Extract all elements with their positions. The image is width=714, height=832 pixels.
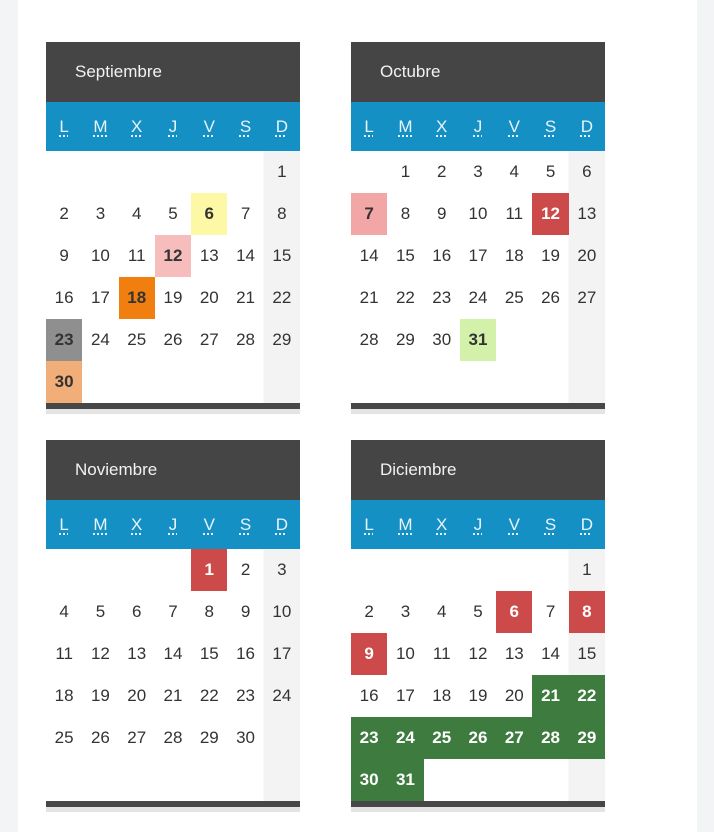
day-cell-8[interactable]: 8 [277, 204, 287, 223]
empty-cell [496, 549, 532, 591]
day-cell-7[interactable]: 7 [168, 602, 178, 621]
weekday-header-row [46, 102, 300, 151]
day-cell-4[interactable]: 4 [509, 162, 520, 181]
weekday-label: X [436, 514, 448, 534]
weekday-label: J [473, 514, 483, 534]
day-cell-2[interactable]: 2 [59, 204, 69, 223]
day-cell-24[interactable]: 24 [272, 686, 292, 705]
day-cell-11[interactable]: 11 [127, 246, 146, 265]
day-cell-8-highlighted[interactable]: 8 [569, 591, 605, 633]
empty-cell [46, 759, 82, 801]
month-title: Octubre [351, 42, 605, 102]
day-cell-18[interactable]: 18 [54, 686, 74, 705]
month-title: Septiembre [46, 42, 300, 102]
day-cell-27-highlighted[interactable]: 27 [496, 717, 532, 759]
weekday-label: L [59, 116, 69, 136]
weekday-label: S [239, 514, 252, 534]
empty-cell [82, 361, 118, 403]
day-cell-26[interactable]: 26 [541, 288, 561, 307]
weekday-label: M [93, 514, 108, 534]
day-cell-20[interactable]: 20 [504, 686, 524, 705]
day-cell-1[interactable]: 1 [400, 162, 411, 181]
empty-cell [496, 361, 532, 403]
empty-cell [155, 759, 191, 801]
day-cell-9[interactable]: 9 [59, 246, 69, 265]
weekday-label: J [168, 116, 178, 136]
weekday-label: L [364, 116, 374, 136]
calendar-footer-shadow [351, 409, 605, 414]
day-cell-1[interactable]: 1 [277, 162, 287, 181]
day-cell-29[interactable]: 29 [395, 330, 415, 349]
weekday-label: V [203, 514, 215, 534]
weekday-v [191, 500, 227, 549]
weekday-label: V [508, 514, 520, 534]
day-cell-19[interactable]: 19 [90, 686, 110, 705]
empty-cell [119, 151, 155, 193]
weekday-label: S [239, 116, 252, 136]
day-cell-31-highlighted[interactable]: 31 [460, 319, 496, 361]
weekday-label: M [398, 514, 413, 534]
day-cell-12-highlighted[interactable]: 12 [155, 235, 191, 277]
weekday-j [155, 500, 191, 549]
weekday-d [569, 102, 605, 151]
day-cell-22[interactable]: 22 [395, 288, 415, 307]
day-cell-13[interactable]: 13 [199, 246, 219, 265]
day-cell-2[interactable]: 2 [436, 162, 447, 181]
day-cell-7[interactable]: 7 [240, 204, 251, 223]
day-cell-20[interactable]: 20 [577, 246, 597, 265]
day-cell-23-highlighted[interactable]: 23 [351, 717, 387, 759]
day-cell-13[interactable]: 13 [127, 644, 147, 663]
day-cell-24[interactable]: 24 [468, 288, 488, 307]
day-cell-6[interactable]: 6 [582, 162, 592, 181]
empty-cell [460, 361, 496, 403]
month-title: Noviembre [46, 440, 300, 500]
day-cell-10[interactable]: 10 [395, 644, 415, 663]
day-cell-9-highlighted[interactable]: 9 [351, 633, 387, 675]
day-cell-19[interactable]: 19 [468, 686, 488, 705]
day-cell-10[interactable]: 10 [272, 602, 292, 621]
day-cell-11[interactable]: 11 [505, 204, 524, 223]
weekday-label: D [580, 116, 593, 136]
empty-cell [460, 549, 496, 591]
day-cell-17[interactable]: 17 [272, 644, 292, 663]
day-cell-23-highlighted[interactable]: 23 [46, 319, 82, 361]
month-title: Diciembre [351, 440, 605, 500]
day-cell-25[interactable]: 25 [127, 330, 147, 349]
empty-cell [119, 361, 155, 403]
weekday-label: D [580, 514, 593, 534]
weekday-d [264, 500, 300, 549]
day-cell-26-highlighted[interactable]: 26 [460, 717, 496, 759]
day-cell-28-highlighted[interactable]: 28 [532, 717, 568, 759]
weekday-x [424, 102, 460, 151]
empty-cell [351, 151, 387, 193]
day-cell-29[interactable]: 29 [272, 330, 292, 349]
day-cell-6-highlighted[interactable]: 6 [191, 193, 227, 235]
day-cell-23[interactable]: 23 [236, 686, 256, 705]
day-cell-18[interactable]: 18 [504, 246, 524, 265]
day-cell-19[interactable]: 19 [541, 246, 561, 265]
day-cell-15[interactable]: 15 [199, 644, 219, 663]
day-cell-18-highlighted[interactable]: 18 [119, 277, 155, 319]
day-cell-11[interactable]: 11 [432, 644, 451, 663]
empty-cell [264, 759, 300, 801]
weekday-m [387, 102, 423, 151]
weekday-s [532, 102, 568, 151]
day-cell-10[interactable]: 10 [468, 204, 488, 223]
day-cell-31-highlighted[interactable]: 31 [387, 759, 423, 801]
day-cell-15[interactable]: 15 [577, 644, 597, 663]
day-cell-3[interactable]: 3 [277, 560, 287, 579]
day-cell-24-highlighted[interactable]: 24 [387, 717, 423, 759]
right-gutter [697, 0, 714, 832]
day-cell-9[interactable]: 9 [240, 602, 251, 621]
weekday-label: L [59, 514, 69, 534]
day-cell-22-highlighted[interactable]: 22 [569, 675, 605, 717]
empty-cell [227, 151, 263, 193]
empty-cell [460, 759, 496, 801]
day-cell-2[interactable]: 2 [240, 560, 251, 579]
weekday-s [227, 500, 263, 549]
empty-cell [227, 759, 263, 801]
day-cell-21[interactable]: 21 [236, 288, 256, 307]
calendar-december [351, 440, 605, 812]
day-cell-13[interactable]: 13 [577, 204, 597, 223]
weekday-label: M [93, 116, 108, 136]
day-cell-3[interactable]: 3 [400, 602, 411, 621]
empty-cell [496, 759, 532, 801]
day-cell-12[interactable]: 12 [468, 644, 488, 663]
day-cell-29-highlighted[interactable]: 29 [569, 717, 605, 759]
weekday-s [227, 102, 263, 151]
day-cell-28[interactable]: 28 [236, 330, 256, 349]
day-cell-9[interactable]: 9 [436, 204, 447, 223]
day-cell-6[interactable]: 6 [131, 602, 142, 621]
weekday-m [82, 500, 118, 549]
day-cell-8[interactable]: 8 [204, 602, 215, 621]
empty-cell [155, 549, 191, 591]
day-cell-30[interactable]: 30 [432, 330, 452, 349]
day-cell-13[interactable]: 13 [504, 644, 524, 663]
day-cell-27[interactable]: 27 [577, 288, 597, 307]
weekday-s [532, 500, 568, 549]
weekday-label: D [275, 514, 288, 534]
weekday-label: X [436, 116, 448, 136]
weekday-v [496, 500, 532, 549]
day-cell-16[interactable]: 16 [236, 644, 256, 663]
calendar-september [46, 42, 300, 414]
day-cell-14[interactable]: 14 [163, 644, 183, 663]
weekday-d [264, 102, 300, 151]
days-grid [46, 549, 300, 801]
weekday-label: X [131, 116, 143, 136]
day-cell-17[interactable]: 17 [90, 288, 110, 307]
weekday-l [351, 500, 387, 549]
empty-cell [191, 361, 227, 403]
day-cell-22[interactable]: 22 [199, 686, 219, 705]
empty-cell [424, 361, 460, 403]
day-cell-14[interactable]: 14 [541, 644, 561, 663]
day-cell-11[interactable]: 11 [55, 644, 73, 663]
weekday-label: S [544, 116, 557, 136]
days-grid [351, 549, 605, 801]
day-cell-21[interactable]: 21 [359, 288, 379, 307]
calendar-footer-shadow [46, 807, 300, 812]
day-cell-10[interactable]: 10 [90, 246, 110, 265]
day-cell-6-highlighted[interactable]: 6 [496, 591, 532, 633]
empty-cell [532, 319, 568, 361]
day-cell-27[interactable]: 27 [127, 728, 147, 747]
calendar-footer-shadow [46, 409, 300, 414]
day-cell-20[interactable]: 20 [127, 686, 147, 705]
day-cell-7[interactable]: 7 [545, 602, 556, 621]
empty-cell [532, 361, 568, 403]
day-cell-20[interactable]: 20 [199, 288, 219, 307]
day-cell-12-highlighted[interactable]: 12 [532, 193, 568, 235]
day-cell-17[interactable]: 17 [468, 246, 488, 265]
empty-cell [155, 151, 191, 193]
empty-cell [82, 759, 118, 801]
days-grid [46, 151, 300, 403]
empty-cell [569, 759, 605, 801]
day-cell-17[interactable]: 17 [395, 686, 415, 705]
day-cell-4[interactable]: 4 [131, 204, 142, 223]
weekday-m [387, 500, 423, 549]
day-cell-7-highlighted[interactable]: 7 [351, 193, 387, 235]
weekday-label: J [473, 116, 483, 136]
weekday-v [191, 102, 227, 151]
empty-cell [119, 549, 155, 591]
empty-cell [532, 759, 568, 801]
empty-cell [119, 759, 155, 801]
weekday-j [460, 500, 496, 549]
day-cell-1[interactable]: 1 [582, 560, 592, 579]
day-cell-30[interactable]: 30 [236, 728, 256, 747]
empty-cell [387, 549, 423, 591]
day-cell-5[interactable]: 5 [545, 162, 556, 181]
day-cell-30-highlighted[interactable]: 30 [351, 759, 387, 801]
day-cell-27[interactable]: 27 [199, 330, 219, 349]
day-cell-14[interactable]: 14 [236, 246, 256, 265]
day-cell-16[interactable]: 16 [54, 288, 74, 307]
day-cell-28[interactable]: 28 [163, 728, 183, 747]
empty-cell [264, 361, 300, 403]
day-cell-24[interactable]: 24 [90, 330, 110, 349]
weekday-v [496, 102, 532, 151]
empty-cell [82, 151, 118, 193]
day-cell-3[interactable]: 3 [473, 162, 483, 181]
weekday-j [155, 102, 191, 151]
day-cell-22[interactable]: 22 [272, 288, 292, 307]
days-grid [351, 151, 605, 403]
day-cell-30-highlighted[interactable]: 30 [46, 361, 82, 403]
weekday-header-row [351, 500, 605, 549]
day-cell-26[interactable]: 26 [90, 728, 110, 747]
day-cell-4[interactable]: 4 [59, 602, 69, 621]
empty-cell [424, 549, 460, 591]
empty-cell [155, 361, 191, 403]
day-cell-19[interactable]: 19 [163, 288, 183, 307]
day-cell-12[interactable]: 12 [90, 644, 110, 663]
day-cell-21[interactable]: 21 [163, 686, 183, 705]
calendar-october [351, 42, 605, 414]
weekday-label: X [131, 514, 143, 534]
day-cell-28[interactable]: 28 [359, 330, 379, 349]
weekday-j [460, 102, 496, 151]
day-cell-5[interactable]: 5 [473, 602, 483, 621]
day-cell-25[interactable]: 25 [504, 288, 524, 307]
day-cell-25[interactable]: 25 [54, 728, 74, 747]
empty-cell [424, 759, 460, 801]
weekday-m [82, 102, 118, 151]
day-cell-14[interactable]: 14 [359, 246, 379, 265]
empty-cell [46, 549, 82, 591]
left-gutter [0, 0, 18, 832]
weekday-header-row [351, 102, 605, 151]
empty-cell [532, 549, 568, 591]
empty-cell [387, 361, 423, 403]
weekday-x [424, 500, 460, 549]
empty-cell [264, 717, 300, 759]
weekday-x [119, 102, 155, 151]
weekday-label: D [275, 116, 288, 136]
day-cell-4[interactable]: 4 [436, 602, 447, 621]
weekday-d [569, 500, 605, 549]
weekday-label: V [203, 116, 215, 136]
weekday-l [46, 102, 82, 151]
weekday-label: J [168, 514, 178, 534]
empty-cell [351, 361, 387, 403]
weekday-label: S [544, 514, 557, 534]
day-cell-8[interactable]: 8 [400, 204, 411, 223]
empty-cell [82, 549, 118, 591]
day-cell-21-highlighted[interactable]: 21 [532, 675, 568, 717]
weekday-l [351, 102, 387, 151]
day-cell-15[interactable]: 15 [395, 246, 415, 265]
day-cell-5[interactable]: 5 [95, 602, 106, 621]
weekday-header-row [46, 500, 300, 549]
empty-cell [351, 549, 387, 591]
day-cell-3[interactable]: 3 [95, 204, 106, 223]
calendar-november [46, 440, 300, 812]
weekday-label: L [364, 514, 374, 534]
day-cell-15[interactable]: 15 [272, 246, 292, 265]
day-cell-18[interactable]: 18 [432, 686, 452, 705]
calendar-footer-shadow [351, 807, 605, 812]
weekday-label: V [508, 116, 520, 136]
empty-cell [569, 361, 605, 403]
empty-cell [496, 319, 532, 361]
day-cell-23[interactable]: 23 [432, 288, 452, 307]
day-cell-16[interactable]: 16 [359, 686, 379, 705]
empty-cell [227, 361, 263, 403]
day-cell-26[interactable]: 26 [163, 330, 183, 349]
weekday-x [119, 500, 155, 549]
day-cell-5[interactable]: 5 [168, 204, 178, 223]
empty-cell [46, 151, 82, 193]
day-cell-29[interactable]: 29 [199, 728, 219, 747]
empty-cell [191, 759, 227, 801]
empty-cell [191, 151, 227, 193]
day-cell-25-highlighted[interactable]: 25 [424, 717, 460, 759]
weekday-l [46, 500, 82, 549]
day-cell-2[interactable]: 2 [364, 602, 374, 621]
day-cell-16[interactable]: 16 [432, 246, 452, 265]
empty-cell [569, 319, 605, 361]
day-cell-1-highlighted[interactable]: 1 [191, 549, 227, 591]
weekday-label: M [398, 116, 413, 136]
